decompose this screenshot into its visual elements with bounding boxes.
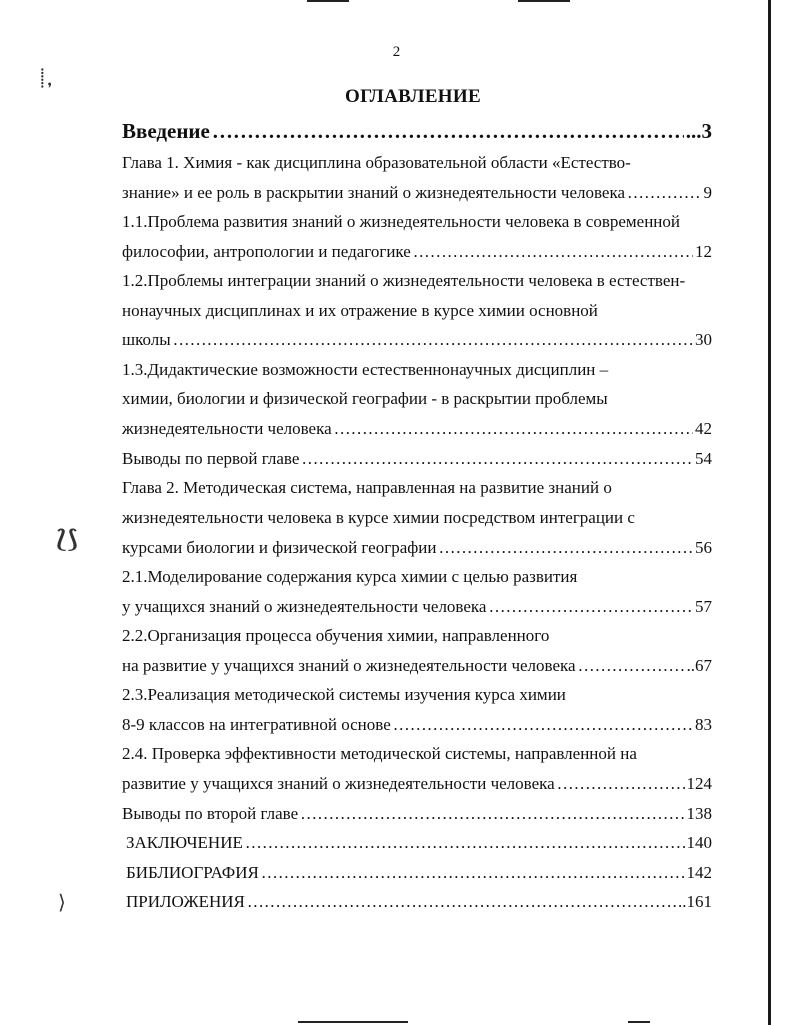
toc-entry-label: знание» и ее роль в раскрытии знаний о жизнедеятельности человека	[122, 183, 626, 202]
toc-leader-dots	[413, 239, 693, 265]
toc-leader-dots	[301, 446, 693, 472]
toc-leader-dots	[557, 771, 685, 797]
toc-entry-label: Введение	[122, 119, 210, 143]
toc-entry-page: 140	[686, 833, 712, 852]
toc-entry-label: философии, антропологии и педагогике	[122, 242, 411, 261]
toc-leader-dots	[245, 830, 685, 856]
scan-artifact-bottom-right	[628, 1021, 650, 1023]
toc-2-4-line1: 2.4. Проверка эффективности методической системы, направленной на	[122, 744, 637, 763]
toc-leader-dots	[212, 116, 684, 146]
toc-entry-label: ЗАКЛЮЧЕНИЕ	[126, 833, 243, 852]
toc-entry-label: у учащихся знаний о жизнедеятельности человека	[122, 597, 487, 616]
toc-entry-page: 42	[695, 419, 712, 438]
toc-entry-label: жизнедеятельности человека	[122, 419, 332, 438]
toc-entry-page: ..161	[678, 892, 712, 911]
toc-entry-page: 57	[695, 597, 712, 616]
toc-1-2-line1: 1.2.Проблемы интеграции знаний о жизнедеятельности человека в естествен-	[122, 271, 686, 290]
scan-right-edge-line	[768, 0, 771, 1025]
toc-2-4-line2	[122, 771, 712, 797]
toc-entry-label: развитие у учащихся знаний о жизнедеятельности человека	[122, 774, 555, 793]
toc-entry-label: Выводы по второй главе	[122, 804, 299, 823]
toc-entry-label: курсами биологии и физической географии	[122, 538, 437, 557]
toc-entry-page: 124	[686, 774, 712, 793]
toc-2-3-line1: 2.3.Реализация методической системы изучения курса химии	[122, 685, 566, 704]
toc-appendices	[126, 889, 712, 915]
toc-conclusion	[126, 830, 712, 856]
toc-entry-label: БИБЛИОГРАФИЯ	[126, 863, 259, 882]
toc-chapter1-line1: Глава 1. Химия - как дисциплина образовательной области «Естество-	[122, 153, 631, 172]
toc-entry-page: 142	[686, 863, 712, 882]
toc-bibliography	[126, 860, 712, 886]
toc-2-2-line1: 2.2.Организация процесса обучения химии, направленного	[122, 626, 550, 645]
toc-entry-label: школы	[122, 330, 171, 349]
toc-entry-page: ..67	[686, 656, 712, 675]
margin-mark-3: ⟅⟆	[56, 524, 78, 553]
toc-1-3-line2: химии, биологии и физической географии - в раскрытии проблемы	[122, 389, 608, 408]
toc-leader-dots	[247, 889, 676, 915]
toc-leader-dots	[393, 712, 693, 738]
toc-entry-page: 30	[695, 330, 712, 349]
toc-entry-page: 12	[695, 242, 712, 261]
margin-mark-2: ᾿	[44, 82, 55, 107]
toc-conclusions-chapter1	[122, 446, 712, 472]
toc-conclusions-chapter2	[122, 801, 712, 827]
toc-entry-page: 138	[686, 804, 712, 823]
scan-artifact-top-left	[307, 0, 349, 2]
page-title: ОГЛАВЛЕНИЕ	[345, 86, 481, 107]
toc-leader-dots	[488, 594, 693, 620]
toc-entry-label: на развитие у учащихся знаний о жизнедеятельности человека	[122, 656, 576, 675]
toc-2-1-line1: 2.1.Моделирование содержания курса химии с целью развития	[122, 567, 578, 586]
margin-mark-4: ⟩	[58, 890, 66, 914]
toc-1-1-line1: 1.1.Проблема развития знаний о жизнедеятельности человека в современной	[122, 212, 680, 231]
toc-chapter1-line2	[122, 180, 712, 206]
toc-entry-page: 54	[695, 449, 712, 468]
toc-entry-intro	[122, 116, 712, 146]
toc-leader-dots	[261, 860, 685, 886]
page-number: 2	[392, 44, 401, 60]
toc-leader-dots	[300, 801, 684, 827]
toc-2-2-line2	[122, 653, 712, 679]
toc-leader-dots	[578, 653, 685, 679]
scan-artifact-bottom-left	[298, 1021, 408, 1023]
toc-1-3-line3	[122, 416, 712, 442]
toc-entry-label: ПРИЛОЖЕНИЯ	[126, 892, 245, 911]
toc-entry-label: 8-9 классов на интегративной основе	[122, 715, 391, 734]
toc-chapter2-line3	[122, 535, 712, 561]
toc-entry-page: 9	[703, 183, 712, 202]
toc-entry-label: Выводы по первой главе	[122, 449, 300, 468]
toc-entry-page: ...3	[685, 119, 712, 143]
toc-2-1-line2	[122, 594, 712, 620]
toc-entry-page: 83	[695, 715, 712, 734]
scan-artifact-top-right	[518, 0, 570, 2]
margin-mark-1: ⸽	[40, 68, 45, 89]
toc-chapter2-line1: Глава 2. Методическая система, направленная на развитие знаний о	[122, 478, 612, 497]
toc-1-2-line3	[122, 327, 712, 353]
toc-1-3-line1: 1.3.Дидактические возможности естественнонаучных дисциплин –	[122, 360, 609, 379]
toc-leader-dots	[173, 327, 693, 353]
toc-1-2-line2: нонаучных дисциплинах и их отражение в курсе химии основной	[122, 301, 598, 320]
toc-1-1-line2	[122, 239, 712, 265]
toc-leader-dots	[627, 180, 701, 206]
toc-leader-dots	[438, 535, 693, 561]
toc-entry-page: 56	[695, 538, 712, 557]
toc-chapter2-line2: жизнедеятельности человека в курсе химии посредством интеграции с	[122, 508, 635, 527]
toc-leader-dots	[334, 416, 693, 442]
toc-2-3-line2	[122, 712, 712, 738]
